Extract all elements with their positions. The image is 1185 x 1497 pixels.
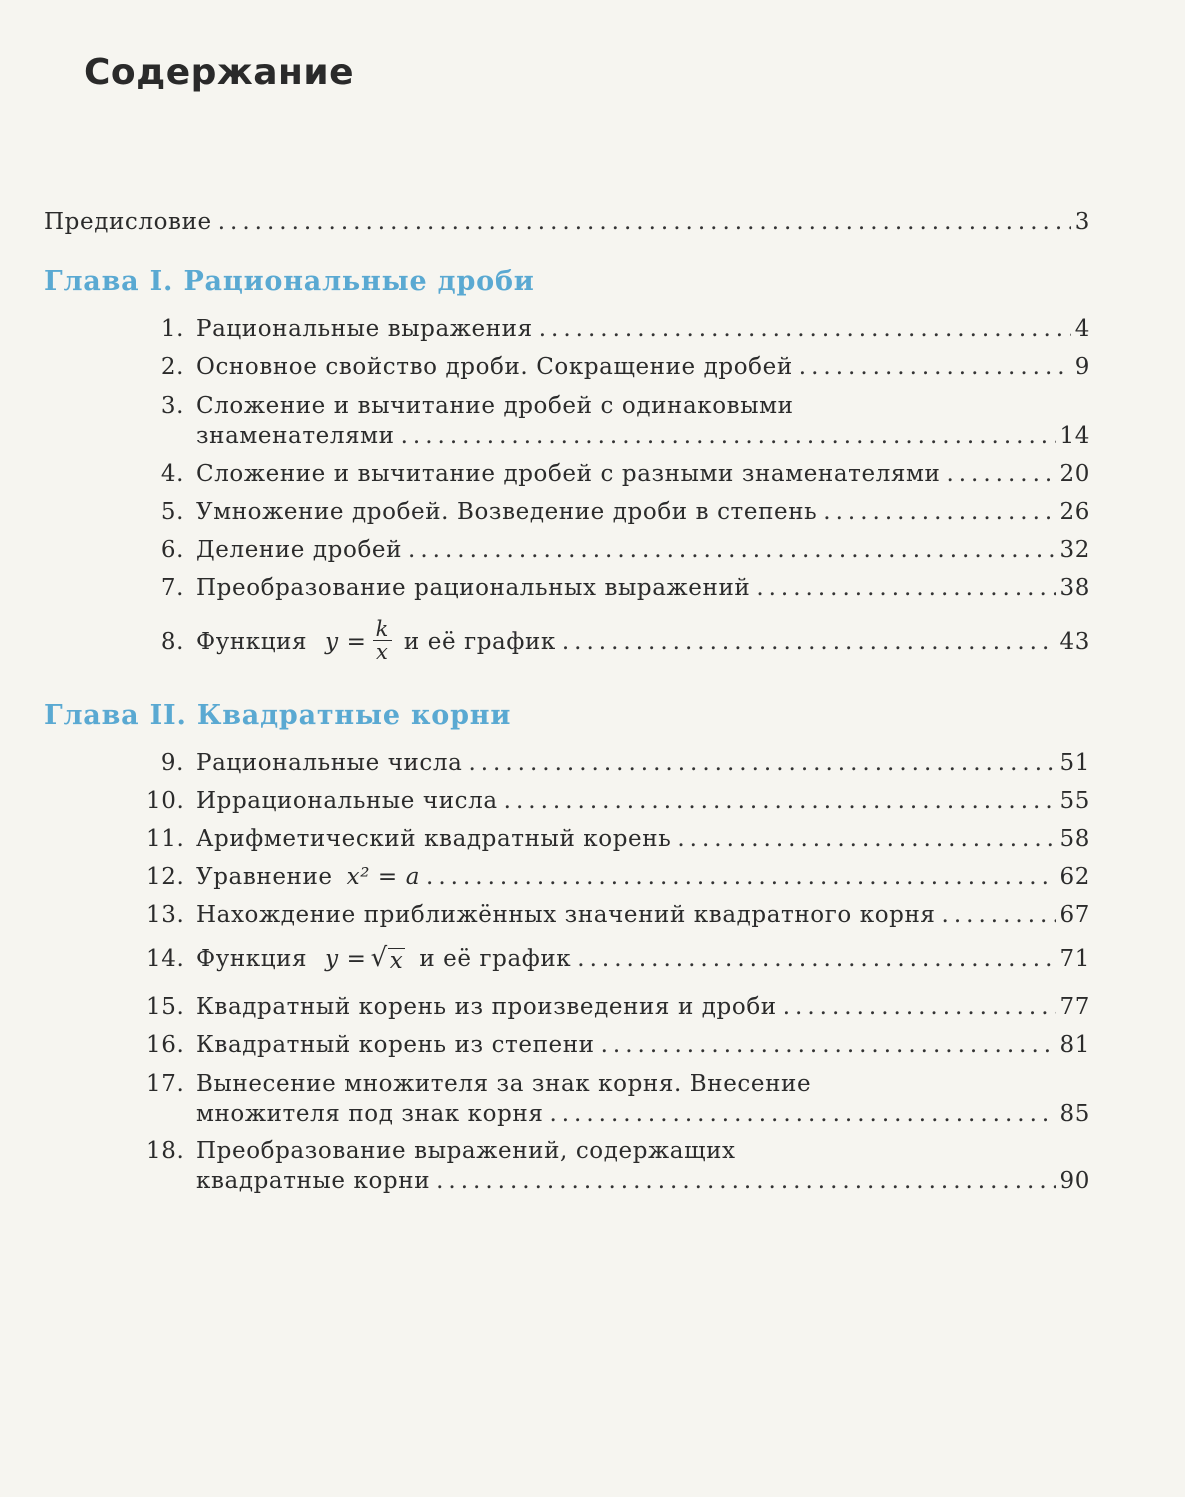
toc-entry-page: 77	[1059, 994, 1090, 1020]
sqrt-argument: x	[389, 948, 404, 974]
toc-entry-title-suffix: и её график	[419, 946, 572, 972]
toc-entry-page: 55	[1059, 788, 1090, 814]
toc-entry[interactable]	[146, 315, 1090, 343]
toc-entry-title-line1: Сложение и вычитание дробей с одинаковыми	[196, 393, 794, 419]
toc-entry-preface[interactable]	[44, 208, 1090, 236]
dot-leader	[946, 460, 1055, 488]
toc-entry[interactable]	[146, 863, 1090, 891]
toc-entry[interactable]	[146, 749, 1090, 777]
dot-leader	[504, 787, 1056, 815]
toc-entry[interactable]	[146, 574, 1090, 602]
dot-leader	[942, 901, 1056, 929]
toc-entry-page: 32	[1059, 537, 1090, 563]
chapter-heading-1[interactable]: Глава I. Рациональные дроби	[44, 266, 535, 297]
toc-entry-title-line2: множителя под знак корня	[196, 1101, 544, 1127]
toc-entry-number: 8.	[160, 629, 184, 655]
chapter-heading-2[interactable]: Глава II. Квадратные корни	[44, 700, 512, 731]
fraction-k-over-x	[373, 618, 392, 663]
toc-entry[interactable]	[146, 353, 1090, 381]
toc-entry-number: 5.	[160, 499, 184, 525]
toc-entry-page: 62	[1059, 864, 1090, 890]
toc-entry-title-line2: знаменателями	[196, 423, 395, 449]
toc-entry-title: Квадратный корень из степени	[196, 1032, 595, 1058]
dot-leader	[401, 422, 1056, 450]
toc-entry-title: Арифметический квадратный корень	[196, 826, 672, 852]
toc-entry-number: 9.	[160, 750, 184, 776]
toc-entry-title: Квадратный корень из произведения и дроби	[196, 994, 777, 1020]
formula-lhs: y =	[325, 946, 367, 972]
toc-entry-page: 51	[1059, 750, 1090, 776]
toc-entry-number: 17.	[146, 1071, 185, 1097]
dot-leader	[539, 315, 1071, 343]
toc-entry[interactable]	[146, 1031, 1090, 1059]
toc-entry[interactable]	[146, 993, 1090, 1021]
toc-entry[interactable]	[146, 460, 1090, 488]
toc-entry-page: 38	[1059, 575, 1090, 601]
toc-entry[interactable]	[146, 901, 1090, 929]
toc-entry-number: 12.	[146, 864, 185, 890]
toc-entry[interactable]	[146, 498, 1090, 526]
dot-leader	[426, 863, 1056, 891]
toc-entry-title: Нахождение приближённых значений квадратного корня	[196, 902, 936, 928]
dot-leader	[756, 574, 1055, 602]
toc-entry-title: Основное свойство дроби. Сокращение дробей	[196, 354, 793, 380]
dot-leader	[577, 945, 1055, 973]
toc-entry-page: 85	[1059, 1101, 1090, 1127]
toc-entry-page: 67	[1059, 902, 1090, 928]
toc-entry-page: 43	[1059, 629, 1090, 655]
toc-entry-title-line1: Преобразование выражений, содержащих	[196, 1138, 736, 1164]
dot-leader	[549, 1100, 1055, 1128]
dot-leader	[218, 208, 1071, 236]
toc-entry-number: 18.	[146, 1138, 185, 1164]
dot-leader	[408, 536, 1055, 564]
toc-entry[interactable]	[146, 614, 1090, 670]
toc-entry-page: 90	[1059, 1168, 1090, 1194]
toc-entry-number: 7.	[160, 575, 184, 601]
toc-entry-title: Сложение и вычитание дробей с разными знаменателями	[196, 461, 941, 487]
toc-entry-page: 4	[1074, 316, 1090, 342]
toc-entry-title: Рациональные выражения	[196, 316, 533, 342]
toc-entry-title: Преобразование рациональных выражений	[196, 575, 751, 601]
toc-entry-title: Предисловие	[44, 209, 212, 235]
toc-entry[interactable]	[146, 536, 1090, 564]
sqrt-icon: √	[370, 943, 388, 973]
toc-entry-title: Рациональные числа	[196, 750, 463, 776]
toc-entry-title: Умножение дробей. Возведение дроби в степень	[196, 499, 818, 525]
dot-leader	[601, 1031, 1056, 1059]
toc-entry-title: Функция	[196, 629, 308, 655]
dot-leader	[823, 498, 1055, 526]
toc-entry-number: 2.	[160, 354, 184, 380]
square-root-x	[371, 945, 406, 973]
toc-entry-title-suffix: и её график	[403, 629, 556, 655]
fraction-numerator: k	[373, 618, 392, 641]
toc-entry-title: Функция	[196, 946, 308, 972]
toc-entry-number: 1.	[160, 316, 184, 342]
toc-entry-page: 58	[1059, 826, 1090, 852]
toc-entry-number: 14.	[146, 946, 185, 972]
formula-x-squared-equals-a: x² = a	[346, 864, 421, 890]
page-title: Содержание	[84, 52, 355, 93]
toc-entry-page: 26	[1059, 499, 1090, 525]
dot-leader	[677, 825, 1055, 853]
toc-entry-title: Уравнение	[196, 864, 333, 890]
toc-entry-number: 16.	[146, 1032, 185, 1058]
toc-entry-number: 15.	[146, 994, 185, 1020]
toc-entry-number: 3.	[160, 393, 184, 419]
toc-entry-page: 81	[1059, 1032, 1090, 1058]
toc-entry-title-line1: Вынесение множителя за знак корня. Внесение	[196, 1071, 812, 1097]
toc-entry-number: 11.	[146, 826, 185, 852]
toc-entry-title: Иррациональные числа	[196, 788, 498, 814]
toc-entry-title: Деление дробей	[196, 537, 403, 563]
toc-entry[interactable]	[146, 945, 1090, 973]
toc-entry-number: 13.	[146, 902, 185, 928]
dot-leader	[468, 749, 1055, 777]
toc-entry-number: 10.	[146, 788, 185, 814]
toc-entry[interactable]	[146, 1137, 1090, 1197]
dot-leader	[799, 353, 1071, 381]
dot-leader	[436, 1167, 1055, 1195]
dot-leader	[783, 993, 1056, 1021]
toc-entry[interactable]	[146, 392, 1090, 452]
dot-leader	[562, 628, 1056, 656]
toc-entry-title-line2: квадратные корни	[196, 1168, 431, 1194]
toc-entry-page: 14	[1059, 423, 1090, 449]
toc-entry-page: 3	[1074, 209, 1090, 235]
toc-entry-page: 20	[1059, 461, 1090, 487]
toc-entry[interactable]	[146, 787, 1090, 815]
formula-lhs: y =	[325, 629, 367, 655]
toc-entry-page: 9	[1074, 354, 1090, 380]
fraction-denominator: x	[376, 639, 389, 664]
toc-entry-page: 71	[1059, 946, 1090, 972]
toc-entry[interactable]	[146, 825, 1090, 853]
toc-entry-number: 6.	[160, 537, 184, 563]
toc-entry[interactable]	[146, 1070, 1090, 1130]
toc-entry-number: 4.	[160, 461, 184, 487]
